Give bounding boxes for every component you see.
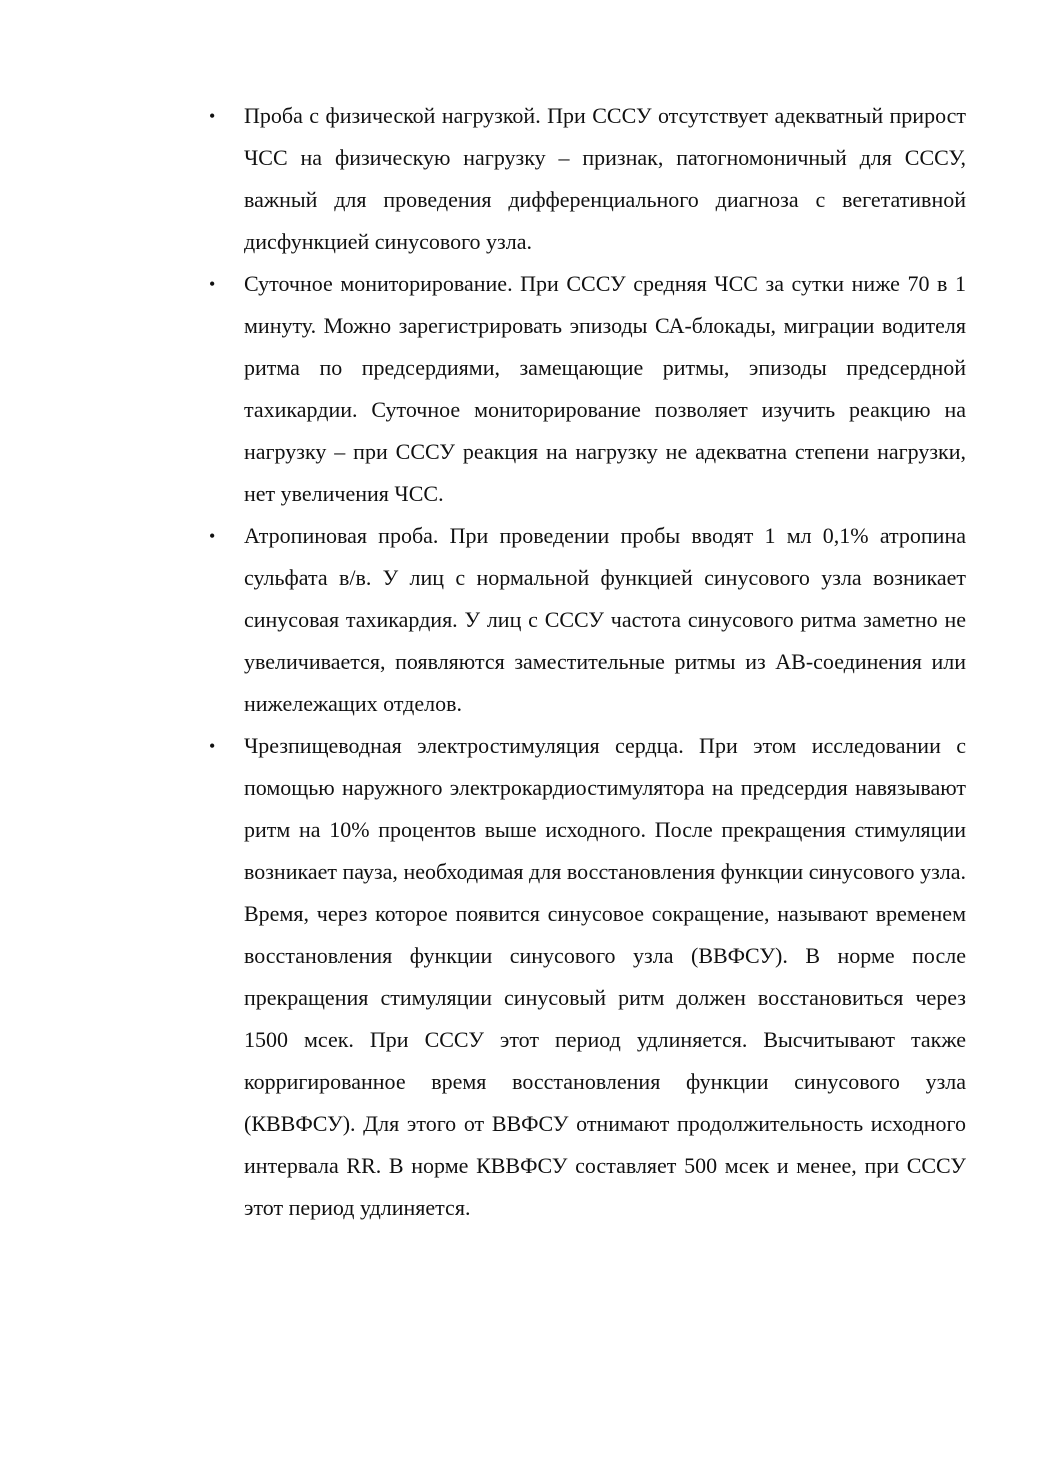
paragraph-text: Проба с физической нагрузкой. При СССУ отсутствует адекватный прирост ЧСС на физическую нагрузку – признак, патогномоничный для СССУ, важный для проведения дифференциального диагноза с вегетативной дисфункцией синусового узла.	[244, 103, 966, 254]
bullet-icon: •	[209, 106, 216, 126]
bullet-icon: •	[209, 736, 216, 756]
list-item	[209, 263, 966, 515]
bullet-icon: •	[209, 274, 216, 294]
bullet-icon: •	[209, 526, 216, 546]
paragraph-text: Чрезпищеводная электростимуляция сердца. При этом исследовании с помощью наружного электрокардиостимулятора на предсердия навязывают ритм на 10% процентов выше исходного. После прекращения стимуляции возникает пауза, необходимая для восстановления функции синусового узла. Время, через которое появится синусовое сокращение, называют временем восстановления функции синусового узла (ВВФСУ). В норме после прекращения стимуляции синусовый ритм должен восстановиться через 1500 мсек. При СССУ этот период удлиняется. Высчитывают также корригированное время восстановления функции синусового узла (КВВФСУ). Для этого от ВВФСУ отнимают продолжительность исходного интервала RR. В норме КВВФСУ составляет 500 мсек и менее, при СССУ этот период удлиняется.	[244, 733, 966, 1220]
list-item	[209, 95, 966, 263]
list-item	[209, 725, 966, 1229]
bullet-list	[209, 95, 966, 1229]
paragraph-text: Суточное мониторирование. При СССУ средняя ЧСС за сутки ниже 70 в 1 минуту. Можно зарегистрировать эпизоды СА-блокады, миграции водителя ритма по предсердиями, замещающие ритмы, эпизоды предсердной тахикардии. Суточное мониторирование позволяет изучить реакцию на нагрузку – при СССУ реакция на нагрузку не адекватна степени нагрузки, нет увеличения ЧСС.	[244, 271, 966, 506]
paragraph-text: Атропиновая проба. При проведении пробы вводят 1 мл 0,1% атропина сульфата в/в. У лиц с нормальной функцией синусового узла возникает синусовая тахикардия. У лиц с СССУ частота синусового ритма заметно не увеличивается, появляются заместительные ритмы из АВ-соединения или нижележащих отделов.	[244, 523, 966, 716]
list-item	[209, 515, 966, 725]
